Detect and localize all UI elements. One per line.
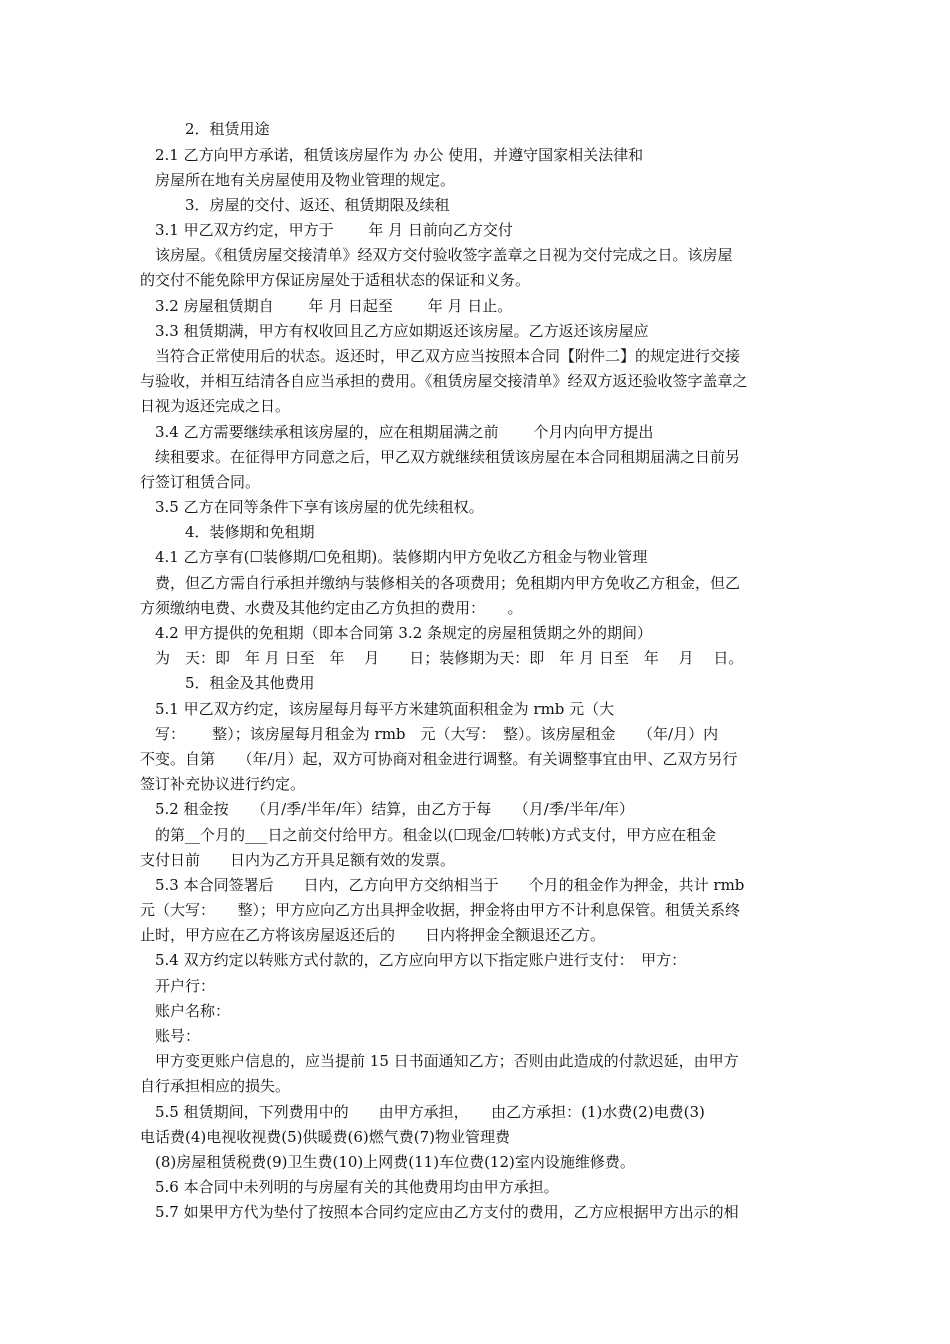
paragraph-line: 5.4 双方约定以转账方式付款的，乙方应向甲方以下指定账户进行支付： 甲方： — [140, 951, 687, 969]
paragraph-line: 甲方变更账户信息的，应当提前 15 日书面通知乙方；否则由此造成的付款迟延，由甲方 — [140, 1052, 739, 1070]
paragraph-line: 自行承担相应的损失。 — [140, 1077, 291, 1095]
paragraph-line: 账号： — [140, 1027, 201, 1045]
paragraph-line: 该房屋。《租赁房屋交接清单》经双方交付验收签字盖章之日视为交付完成之日。该房屋 — [140, 246, 733, 264]
paragraph-line: 5.1 甲乙双方约定，该房屋每月每平方米建筑面积租金为 rmb 元（大 — [140, 700, 615, 718]
paragraph-line: 的第__个月的___日之前交付给甲方。租金以(☐现金/☐转帐)方式支付，甲方应在租金 — [140, 826, 717, 844]
paragraph-line: 4.2 甲方提供的免租期（即本合同第 3.2 条规定的房屋租赁期之外的期间） — [140, 624, 653, 642]
paragraph-line: 3.5 乙方在同等条件下享有该房屋的优先续租权。 — [140, 498, 484, 516]
paragraph-line: 开户行： — [140, 977, 216, 995]
paragraph-line: 3.1 甲乙双方约定，甲方于 年 月 日前向乙方交付 — [140, 221, 513, 239]
paragraph-line: 5.7 如果甲方代为垫付了按照本合同约定应由乙方支付的费用，乙方应根据甲方出示的相 — [140, 1203, 739, 1221]
paragraph-line: 方须缴纳电费、水费及其他约定由乙方负担的费用： 。 — [140, 599, 523, 617]
paragraph-line: 不变。自第 （年/月）起，双方可协商对租金进行调整。有关调整事宜由甲、乙双方另行 — [140, 750, 738, 768]
section-heading: 3．房屋的交付、返还、租赁期限及续租 — [140, 196, 450, 214]
paragraph-line: 行签订租赁合同。 — [140, 473, 261, 491]
paragraph-line: 电话费(4)电视收视费(5)供暖费(6)燃气费(7)物业管理费 — [140, 1128, 510, 1146]
paragraph-line: 日视为返还完成之日。 — [140, 397, 291, 415]
paragraph-line: 房屋所在地有关房屋使用及物业管理的规定。 — [140, 171, 456, 189]
paragraph-line: 2.1 乙方向甲方承诺，租赁该房屋作为 办公 使用，并遵守国家相关法律和 — [140, 146, 644, 164]
paragraph-line: 5.2 租金按 （月/季/半年/年）结算，由乙方于每 （月/季/半年/年） — [140, 800, 634, 818]
paragraph-line: 支付日前 日内为乙方开具足额有效的发票。 — [140, 851, 456, 869]
paragraph-line: 写： 整）；该房屋每月租金为 rmb 元（大写： 整）。该房屋租金 （年/月）内 — [140, 725, 719, 743]
paragraph-line: 5.6 本合同中未列明的与房屋有关的其他费用均由甲方承担。 — [140, 1178, 559, 1196]
section-heading: 2．租赁用途 — [140, 120, 270, 138]
paragraph-line: 止时，甲方应在乙方将该房屋返还后的 日内将押金全额退还乙方。 — [140, 926, 606, 944]
paragraph-line: 3.4 乙方需要继续承租该房屋的，应在租期届满之前 个月内向甲方提出 — [140, 423, 654, 441]
paragraph-line: 3.2 房屋租赁期自 年 月 日起至 年 月 日止。 — [140, 297, 513, 315]
paragraph-line: 费，但乙方需自行承担并缴纳与装修相关的各项费用；免租期内甲方免收乙方租金，但乙 — [140, 574, 741, 592]
paragraph-line: 当符合正常使用后的状态。返还时，甲乙双方应当按照本合同【附件二】的规定进行交接 — [140, 347, 741, 365]
paragraph-line: 5.5 租赁期间，下列费用中的 由甲方承担， 由乙方承担：(1)水费(2)电费(3) — [140, 1103, 705, 1121]
paragraph-line: 续租要求。在征得甲方同意之后，甲乙双方就继续租赁该房屋在本合同租期届满之日前另 — [140, 448, 741, 466]
paragraph-line: 与验收，并相互结清各自应当承担的费用。《租赁房屋交接清单》经双方返还验收签字盖章之 — [140, 372, 748, 390]
paragraph-line: 元（大写： 整）；甲方应向乙方出具押金收据，押金将由甲方不计利息保管。租赁关系终 — [140, 901, 741, 919]
paragraph-line: 的交付不能免除甲方保证房屋处于适租状态的保证和义务。 — [140, 271, 531, 289]
paragraph-line: 3.3 租赁期满，甲方有权收回且乙方应如期返还该房屋。乙方返还该房屋应 — [140, 322, 649, 340]
section-heading: 5．租金及其他费用 — [140, 674, 315, 692]
paragraph-line: 签订补充协议进行约定。 — [140, 775, 306, 793]
paragraph-line: 5.3 本合同签署后 日内，乙方向甲方交纳相当于 个月的租金作为押金，共计 rmb — [140, 876, 745, 894]
paragraph-line: (8)房屋租赁税费(9)卫生费(10)上网费(11)车位费(12)室内设施维修费。 — [140, 1153, 635, 1171]
paragraph-line: 4.1 乙方享有(☐装修期/☐免租期)。装修期内甲方免收乙方租金与物业管理 — [140, 548, 648, 566]
section-heading: 4．装修期和免租期 — [140, 523, 315, 541]
paragraph-line: 为 天：即 年 月 日至 年 月 日；装修期为天：即 年 月 日至 年 月 日。 — [140, 649, 744, 667]
paragraph-line: 账户名称： — [140, 1002, 231, 1020]
